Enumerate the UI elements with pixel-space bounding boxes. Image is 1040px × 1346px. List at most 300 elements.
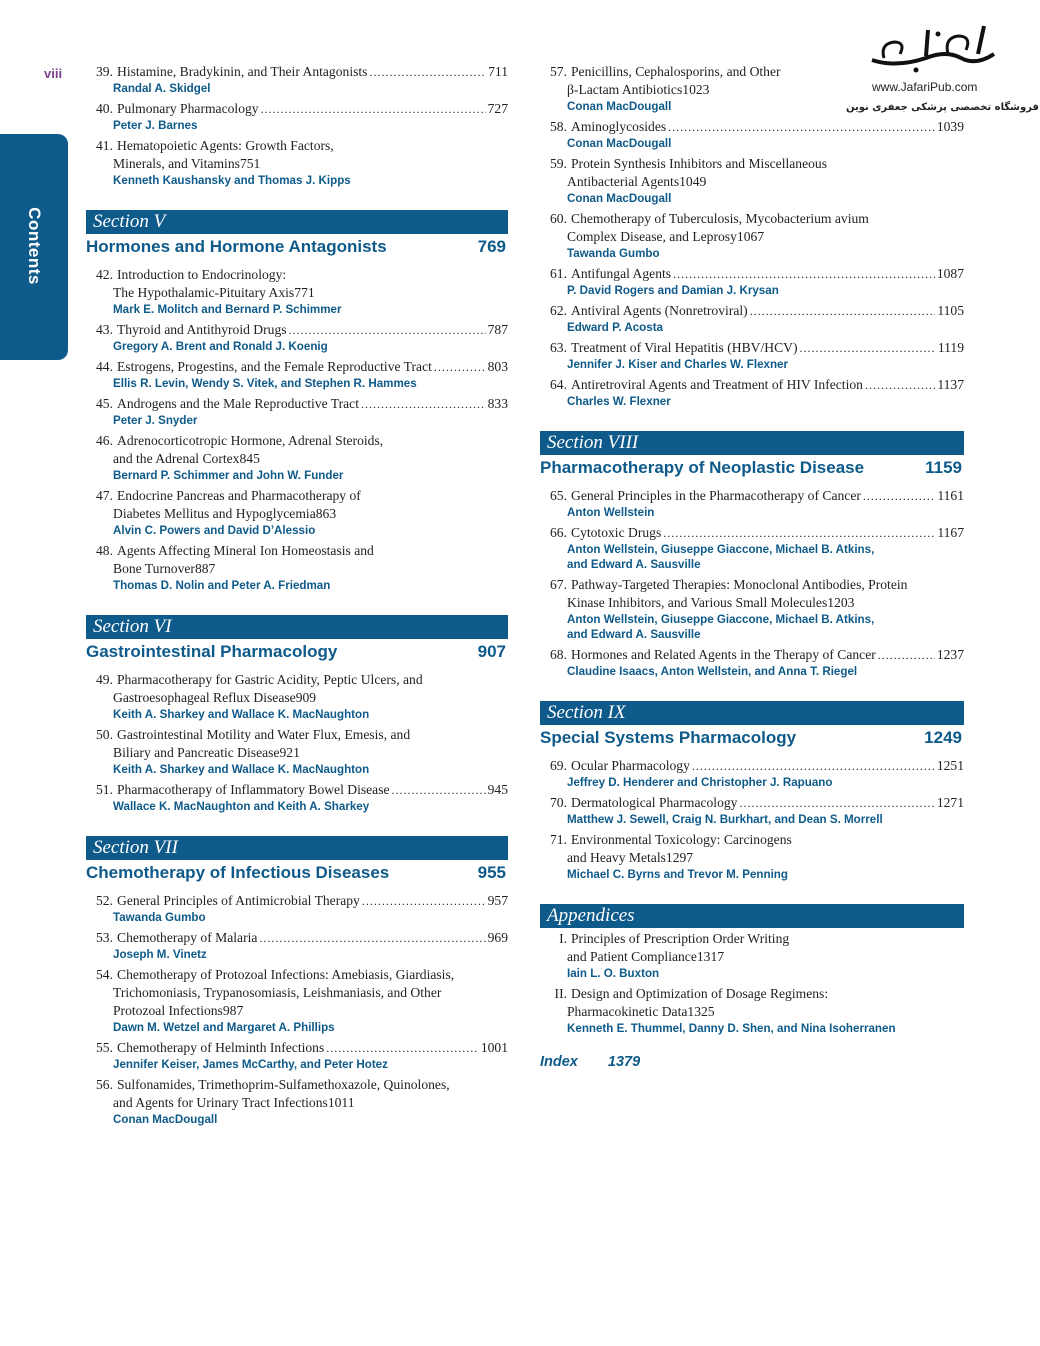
logo-tagline: فروشگاه تخصصی پزشکی جعفری نوین (846, 102, 1039, 113)
entry-title-line (540, 757, 964, 775)
page-number-ref: 1011 (327, 1095, 355, 1110)
chapter-title-text: Estrogens, Progestins, and the Female Reproductive Tract (117, 359, 432, 374)
chapter-title (117, 63, 508, 81)
page-number-ref: 1167 (937, 525, 964, 540)
index-page: 1379 (607, 1054, 641, 1070)
toc-entry[interactable] (86, 266, 508, 317)
toc-entry[interactable] (540, 646, 964, 679)
chapter-title-text: Cytotoxic Drugs (571, 525, 662, 540)
chapter-number: 45. (96, 396, 113, 411)
page-number-ref: 1297 (665, 850, 694, 865)
chapter-number: 56. (96, 1077, 113, 1092)
section-label-bar: Appendices (540, 904, 964, 928)
leader-dots (750, 302, 936, 320)
entry-title-line (86, 892, 508, 910)
side-tab-label: Contents (25, 207, 44, 285)
toc-entry[interactable] (86, 100, 508, 133)
chapter-number: 40. (96, 101, 113, 116)
toc-entry[interactable] (540, 265, 964, 298)
toc-entry[interactable] (540, 985, 964, 1036)
chapter-authors: Wallace K. MacNaughton and Keith A. Sharkey (113, 800, 370, 813)
chapter-number: 48. (96, 543, 113, 558)
page-number-ref: 1087 (936, 266, 964, 281)
chapter-title (117, 432, 508, 450)
entry-title-continuation (86, 1094, 508, 1112)
entry-title-continuation (540, 1003, 964, 1021)
chapter-title-text: and Agents for Urinary Tract Infections (113, 1095, 328, 1110)
chapter-title (571, 339, 964, 357)
toc-entry[interactable] (86, 487, 508, 538)
toc-entry[interactable] (540, 210, 964, 261)
chapter-number: 52. (96, 893, 113, 908)
entry-title-continuation (86, 560, 508, 578)
contents-side-tab (0, 134, 68, 360)
chapter-title (117, 542, 508, 560)
chapter-title-text: Antiretroviral Agents and Treatment of HIV Infection (571, 377, 863, 392)
toc-entry[interactable] (86, 671, 508, 722)
toc-entry[interactable] (540, 831, 964, 882)
chapter-title (571, 210, 964, 228)
chapter-number: 64. (550, 377, 567, 392)
chapter-title-text: Pharmacotherapy of Inflammatory Bowel Disease (117, 782, 390, 797)
chapter-authors: and Edward A. Sausville (567, 558, 701, 571)
chapter-title (571, 118, 964, 136)
chapter-title (117, 966, 508, 984)
chapter-number: 39. (96, 64, 113, 79)
chapter-authors: Conan MacDougall (567, 137, 672, 150)
chapter-authors: Matthew J. Sewell, Craig N. Burkhart, and Dean S. Morrell (567, 813, 883, 826)
chapter-number: 63. (550, 340, 567, 355)
entry-title-line (540, 487, 964, 505)
page-number: viii (44, 66, 63, 81)
page-number-ref: 1161 (937, 488, 964, 503)
toc-entry[interactable] (86, 137, 508, 188)
entry-title-line (540, 210, 964, 228)
chapter-authors: Anton Wellstein, Giuseppe Giaccone, Michael B. Atkins, (567, 613, 875, 626)
toc-entry[interactable] (540, 930, 964, 981)
chapter-authors: Jennifer J. Kiser and Charles W. Flexner (567, 358, 789, 371)
chapter-number: 42. (96, 267, 113, 282)
chapter-number: 50. (96, 727, 113, 742)
chapter-title-text: Chemotherapy of Helminth Infections (117, 1040, 325, 1055)
chapter-title (117, 487, 508, 505)
chapter-authors: Charles W. Flexner (567, 395, 671, 408)
chapter-number: 60. (550, 211, 567, 226)
chapter-title (117, 1039, 508, 1057)
chapter-title (571, 302, 964, 320)
section-heading[interactable] (540, 725, 964, 751)
chapter-title (571, 930, 964, 948)
chapter-title-text: Minerals, and Vitamins (113, 156, 240, 171)
chapter-number: 65. (550, 488, 567, 503)
section-label-bar: Section VII (86, 836, 508, 860)
entry-title-line (86, 358, 508, 376)
chapter-title (571, 985, 964, 1003)
chapter-title-text: Agents Affecting Mineral Ion Homeostasis and (117, 543, 374, 558)
page-number-ref: 711 (488, 64, 508, 79)
page-number-ref: 1067 (736, 229, 765, 244)
chapter-title (117, 137, 508, 155)
page-number-ref: 1203 (827, 595, 855, 610)
chapter-authors: Iain L. O. Buxton (567, 967, 660, 980)
section-page: 1159 (925, 458, 962, 477)
chapter-title-text: Histamine, Bradykinin, and Their Antagonists (117, 64, 368, 79)
chapter-authors: Gregory A. Brent and Ronald J. Koenig (113, 340, 328, 353)
chapter-title-text: Androgens and the Male Reproductive Tract (117, 396, 359, 411)
section-block (540, 904, 964, 928)
section-page: 769 (477, 237, 506, 256)
entry-title-line (540, 646, 964, 664)
chapter-title-text: Endocrine Pancreas and Pharmacotherapy of (117, 488, 361, 503)
toc-entry[interactable] (540, 757, 964, 790)
toc-entry[interactable] (86, 1039, 508, 1072)
section-label-bar: Section V (86, 210, 508, 234)
page-number-ref: 1251 (936, 758, 964, 773)
chapter-number: 62. (550, 303, 567, 318)
toc-entry[interactable] (86, 781, 508, 814)
chapter-authors: Anton Wellstein (567, 506, 655, 519)
chapter-title-text: Pharmacotherapy for Gastric Acidity, Peptic Ulcers, and (117, 672, 423, 687)
chapter-title-text: Thyroid and Antithyroid Drugs (117, 322, 287, 337)
entry-title-line (86, 487, 508, 505)
chapter-authors: Claudine Isaacs, Anton Wellstein, and Anna T. Riegel (567, 665, 858, 678)
chapter-title-text: Environmental Toxicology: Carcinogens (571, 832, 792, 847)
page-number-ref: 771 (294, 285, 315, 300)
chapter-authors: Conan MacDougall (567, 100, 672, 113)
entry-title-line (86, 781, 508, 799)
section-page: 907 (477, 642, 506, 661)
chapter-title-text: Protein Synthesis Inhibitors and Miscellaneous (571, 156, 827, 171)
page-number-ref: 1105 (937, 303, 964, 318)
chapter-number: 53. (96, 930, 113, 945)
section-title: Special Systems Pharmacology (540, 728, 797, 747)
chapter-authors: Dawn M. Wetzel and Margaret A. Phillips (113, 1021, 335, 1034)
section-block (86, 615, 508, 665)
section-title: Chemotherapy of Infectious Diseases (86, 863, 390, 882)
chapter-title-text: Dermatological Pharmacology (571, 795, 738, 810)
chapter-title (571, 757, 964, 775)
right-column (540, 63, 964, 1070)
chapter-number: I. (559, 931, 567, 946)
chapter-title-text: Ocular Pharmacology (571, 758, 690, 773)
entry-title-line (540, 118, 964, 136)
page-number-ref: 727 (487, 101, 508, 116)
chapter-title-text: General Principles in the Pharmacotherapy of Cancer (571, 488, 861, 503)
chapter-authors: Conan MacDougall (567, 192, 672, 205)
chapter-number: 58. (550, 119, 567, 134)
chapter-title-text: Chemotherapy of Tuberculosis, Mycobacterium avium (571, 211, 869, 226)
chapter-title-text: and Heavy Metals (567, 850, 666, 865)
chapter-title-text: β-Lactam Antibiotics (567, 82, 683, 97)
toc-entry[interactable] (540, 118, 964, 151)
chapter-title (117, 892, 508, 910)
entry-title-line (86, 266, 508, 284)
section-title: Hormones and Hormone Antagonists (86, 237, 387, 256)
page-number-ref: 863 (315, 506, 337, 521)
toc-entry[interactable] (86, 726, 508, 777)
left-column (86, 63, 508, 1131)
chapter-authors: Kenneth Kaushansky and Thomas J. Kipps (113, 174, 351, 187)
chapter-number: 47. (96, 488, 113, 503)
chapter-title-text: Complex Disease, and Leprosy (567, 229, 737, 244)
entry-title-line (540, 831, 964, 849)
chapter-title-text: Antiviral Agents (Nonretroviral) (571, 303, 748, 318)
toc-entry[interactable] (540, 794, 964, 827)
chapter-authors: Jennifer Keiser, James McCarthy, and Peter Hotez (113, 1058, 388, 1071)
page-number-ref: 1271 (936, 795, 964, 810)
toc-entry[interactable] (86, 929, 508, 962)
chapter-number: 67. (550, 577, 567, 592)
chapter-authors: Keith A. Sharkey and Wallace K. MacNaughton (113, 763, 370, 776)
chapter-title-text: Design and Optimization of Dosage Regimens: (571, 986, 829, 1001)
leader-dots (261, 100, 486, 118)
leader-dots (259, 929, 485, 947)
page-number-ref: 887 (194, 561, 216, 576)
toc-entry[interactable] (86, 542, 508, 593)
entry-title-continuation (540, 228, 964, 246)
chapter-authors: Michael C. Byrns and Trevor M. Penning (567, 868, 788, 881)
entry-title-line (540, 794, 964, 812)
entry-title-line (86, 726, 508, 744)
chapter-title-text: Pulmonary Pharmacology (117, 101, 259, 116)
toc-entry[interactable] (86, 63, 508, 96)
chapter-title (117, 671, 508, 689)
index-label: Index (540, 1054, 578, 1070)
chapter-authors: Tawanda Gumbo (567, 247, 660, 260)
entry-title-line (540, 930, 964, 948)
section-heading[interactable] (86, 639, 508, 665)
chapter-title-text: Antibacterial Agents (567, 174, 680, 189)
entry-title-line (540, 265, 964, 283)
chapter-title (571, 376, 964, 394)
chapter-number: 69. (550, 758, 567, 773)
entry-title-line (86, 137, 508, 155)
section-label-bar: Section VIII (540, 431, 964, 455)
page-number-ref: 751 (239, 156, 261, 171)
chapter-title-text: Hormones and Related Agents in the Therapy of Cancer (571, 647, 876, 662)
chapter-title-text: Sulfonamides, Trimethoprim-Sulfamethoxazole, Quinolones, (117, 1077, 450, 1092)
chapter-title (117, 781, 508, 799)
entry-title-continuation (86, 1002, 508, 1020)
leader-dots (668, 118, 935, 136)
chapter-authors: Tawanda Gumbo (113, 911, 206, 924)
toc-entry[interactable] (86, 1076, 508, 1127)
entry-title-continuation (540, 948, 964, 966)
entry-title-line (86, 432, 508, 450)
chapter-number: 51. (96, 782, 113, 797)
chapter-number: 68. (550, 647, 567, 662)
page-number-ref: 987 (222, 1003, 244, 1018)
entry-title-line (86, 542, 508, 560)
section-heading[interactable] (540, 455, 964, 481)
toc-entry[interactable] (86, 966, 508, 1035)
leader-dots (289, 321, 486, 339)
entry-title-continuation (86, 689, 508, 707)
toc-entry[interactable] (540, 302, 964, 335)
toc-entry[interactable] (86, 358, 508, 391)
chapter-title-text: General Principles of Antimicrobial Therapy (117, 893, 360, 908)
chapter-authors: Edward P. Acosta (567, 321, 664, 334)
chapter-title-text: Antifungal Agents (571, 266, 672, 281)
section-block (86, 210, 508, 260)
chapter-title (571, 265, 964, 283)
entry-title-line (86, 966, 508, 984)
chapter-number: II. (554, 986, 567, 1001)
leader-dots (663, 524, 935, 542)
section-heading[interactable] (86, 234, 508, 260)
chapter-authors: Anton Wellstein, Giuseppe Giaccone, Michael B. Atkins, (567, 543, 875, 556)
page-number-ref: 921 (279, 745, 300, 760)
chapter-number: 49. (96, 672, 113, 687)
chapter-title-text: Gastroesophageal Reflux Disease (113, 690, 296, 705)
chapter-title-text: Principles of Prescription Order Writing (571, 931, 790, 946)
entry-title-line (86, 1076, 508, 1094)
leader-dots (362, 892, 486, 910)
chapter-title-text: Chemotherapy of Protozoal Infections: Amebiasis, Giardiasis, (117, 967, 455, 982)
entry-title-line (540, 985, 964, 1003)
page-number-ref: 1237 (936, 647, 964, 662)
section-page: 1249 (924, 728, 962, 747)
chapter-title (117, 395, 508, 413)
entry-title-line (86, 63, 508, 81)
page-number-ref: 1049 (679, 174, 707, 189)
toc-entry[interactable] (540, 63, 964, 114)
toc-entry[interactable] (86, 892, 508, 925)
entry-title-continuation (540, 173, 964, 191)
page-number-ref: 845 (239, 451, 260, 466)
leader-dots (692, 757, 935, 775)
section-label-bar: Section VI (86, 615, 508, 639)
page-number-ref: 1039 (936, 119, 964, 134)
chapter-title-text: Protozoal Infections (113, 1003, 223, 1018)
page-number-ref: 945 (487, 782, 508, 797)
section-block (86, 836, 508, 886)
chapter-title-text: Penicillins, Cephalosporins, and Other (571, 64, 781, 79)
chapter-title-text: Diabetes Mellitus and Hypoglycemia (113, 506, 316, 521)
page-number-ref: 1023 (682, 82, 710, 97)
entry-title-line (86, 671, 508, 689)
entry-title-line (540, 576, 964, 594)
section-title: Gastrointestinal Pharmacology (86, 642, 338, 661)
logo-website: www.JafariPub.com (872, 80, 978, 94)
chapter-authors: Randal A. Skidgel (113, 82, 211, 95)
chapter-authors: Keith A. Sharkey and Wallace K. MacNaughton (113, 708, 370, 721)
chapter-number: 46. (96, 433, 113, 448)
entry-title-line (86, 100, 508, 118)
toc-entry[interactable] (86, 395, 508, 428)
toc-entry[interactable] (540, 339, 964, 372)
chapter-authors: Kenneth E. Thummel, Danny D. Shen, and Nina Isoherranen (567, 1022, 896, 1035)
chapter-title (571, 524, 964, 542)
chapter-title-text: Bone Turnover (113, 561, 195, 576)
toc-entry[interactable] (540, 376, 964, 409)
chapter-authors: Peter J. Barnes (113, 119, 198, 132)
page-number-ref: 1137 (937, 377, 964, 392)
entry-title-line (86, 929, 508, 947)
chapter-number: 41. (96, 138, 113, 153)
page-number-ref: 803 (487, 359, 508, 374)
index-entry[interactable] (540, 1054, 964, 1070)
chapter-authors: Thomas D. Nolin and Peter A. Friedman (113, 579, 331, 592)
entry-title-continuation (86, 155, 508, 173)
chapter-title-text: Hematopoietic Agents: Growth Factors, (117, 138, 334, 153)
entry-title-line (540, 339, 964, 357)
entry-title-continuation (86, 284, 508, 302)
entry-title-continuation (86, 744, 508, 762)
page-number-ref: 969 (487, 930, 508, 945)
chapter-number: 44. (96, 359, 113, 374)
page-number-ref: 1325 (687, 1004, 715, 1019)
chapter-authors: Conan MacDougall (113, 1113, 218, 1126)
chapter-title-text: Chemotherapy of Malaria (117, 930, 258, 945)
leader-dots (392, 781, 486, 799)
chapter-number: 70. (550, 795, 567, 810)
leader-dots (361, 395, 486, 413)
toc-entry[interactable] (86, 321, 508, 354)
chapter-authors: P. David Rogers and Damian J. Krysan (567, 284, 779, 297)
chapter-number: 43. (96, 322, 113, 337)
toc-entry[interactable] (540, 487, 964, 520)
leader-dots (865, 376, 935, 394)
chapter-title-text: The Hypothalamic-Pituitary Axis (113, 285, 295, 300)
entry-title-line (540, 155, 964, 173)
page-number-ref: 1317 (696, 949, 725, 964)
page-number-ref: 909 (295, 690, 317, 705)
entry-title-continuation (540, 81, 964, 99)
chapter-title-text: Kinase Inhibitors, and Various Small Molecules (567, 595, 828, 610)
chapter-title-text: and the Adrenal Cortex (113, 451, 240, 466)
chapter-title (117, 358, 508, 376)
chapter-title (117, 1076, 508, 1094)
leader-dots (739, 794, 934, 812)
chapter-title-text: Gastrointestinal Motility and Water Flux, Emesis, and (117, 727, 411, 742)
chapter-number: 66. (550, 525, 567, 540)
page-number-ref: 833 (487, 396, 508, 411)
chapter-title-text: and Patient Compliance (567, 949, 697, 964)
entry-title-line (540, 63, 964, 81)
chapter-title (571, 63, 964, 81)
chapter-authors: Alvin C. Powers and David D’Alessio (113, 524, 316, 537)
entry-title-line (540, 376, 964, 394)
entry-title-line (540, 302, 964, 320)
leader-dots (673, 265, 935, 283)
chapter-number: 61. (550, 266, 567, 281)
chapter-title (571, 646, 964, 664)
toc-entry[interactable] (540, 576, 964, 642)
chapter-title (117, 100, 508, 118)
entry-title-continuation: Trichomoniasis, Trypanosomiasis, Leishmaniasis, and Other (113, 985, 442, 1000)
chapter-number: 54. (96, 967, 113, 982)
chapter-title-text: Aminoglycosides (571, 119, 667, 134)
entry-title-continuation (86, 505, 508, 523)
leader-dots (878, 646, 935, 664)
entry-title-line (540, 524, 964, 542)
chapter-title-text: Treatment of Viral Hepatitis (HBV/HCV) (571, 340, 798, 355)
chapter-authors: Joseph M. Vinetz (113, 948, 207, 961)
entry-title-continuation (540, 849, 964, 867)
chapter-title (117, 321, 508, 339)
section-block (540, 701, 964, 751)
toc-entry[interactable] (86, 432, 508, 483)
toc-entry[interactable] (540, 155, 964, 206)
chapter-title-text: Pharmacokinetic Data (567, 1004, 688, 1019)
chapter-title (571, 576, 964, 594)
chapter-authors: Jeffrey D. Henderer and Christopher J. Rapuano (567, 776, 833, 789)
leader-dots (799, 339, 935, 357)
chapter-number: 57. (550, 64, 567, 79)
section-heading[interactable] (86, 860, 508, 886)
toc-entry[interactable] (540, 524, 964, 572)
